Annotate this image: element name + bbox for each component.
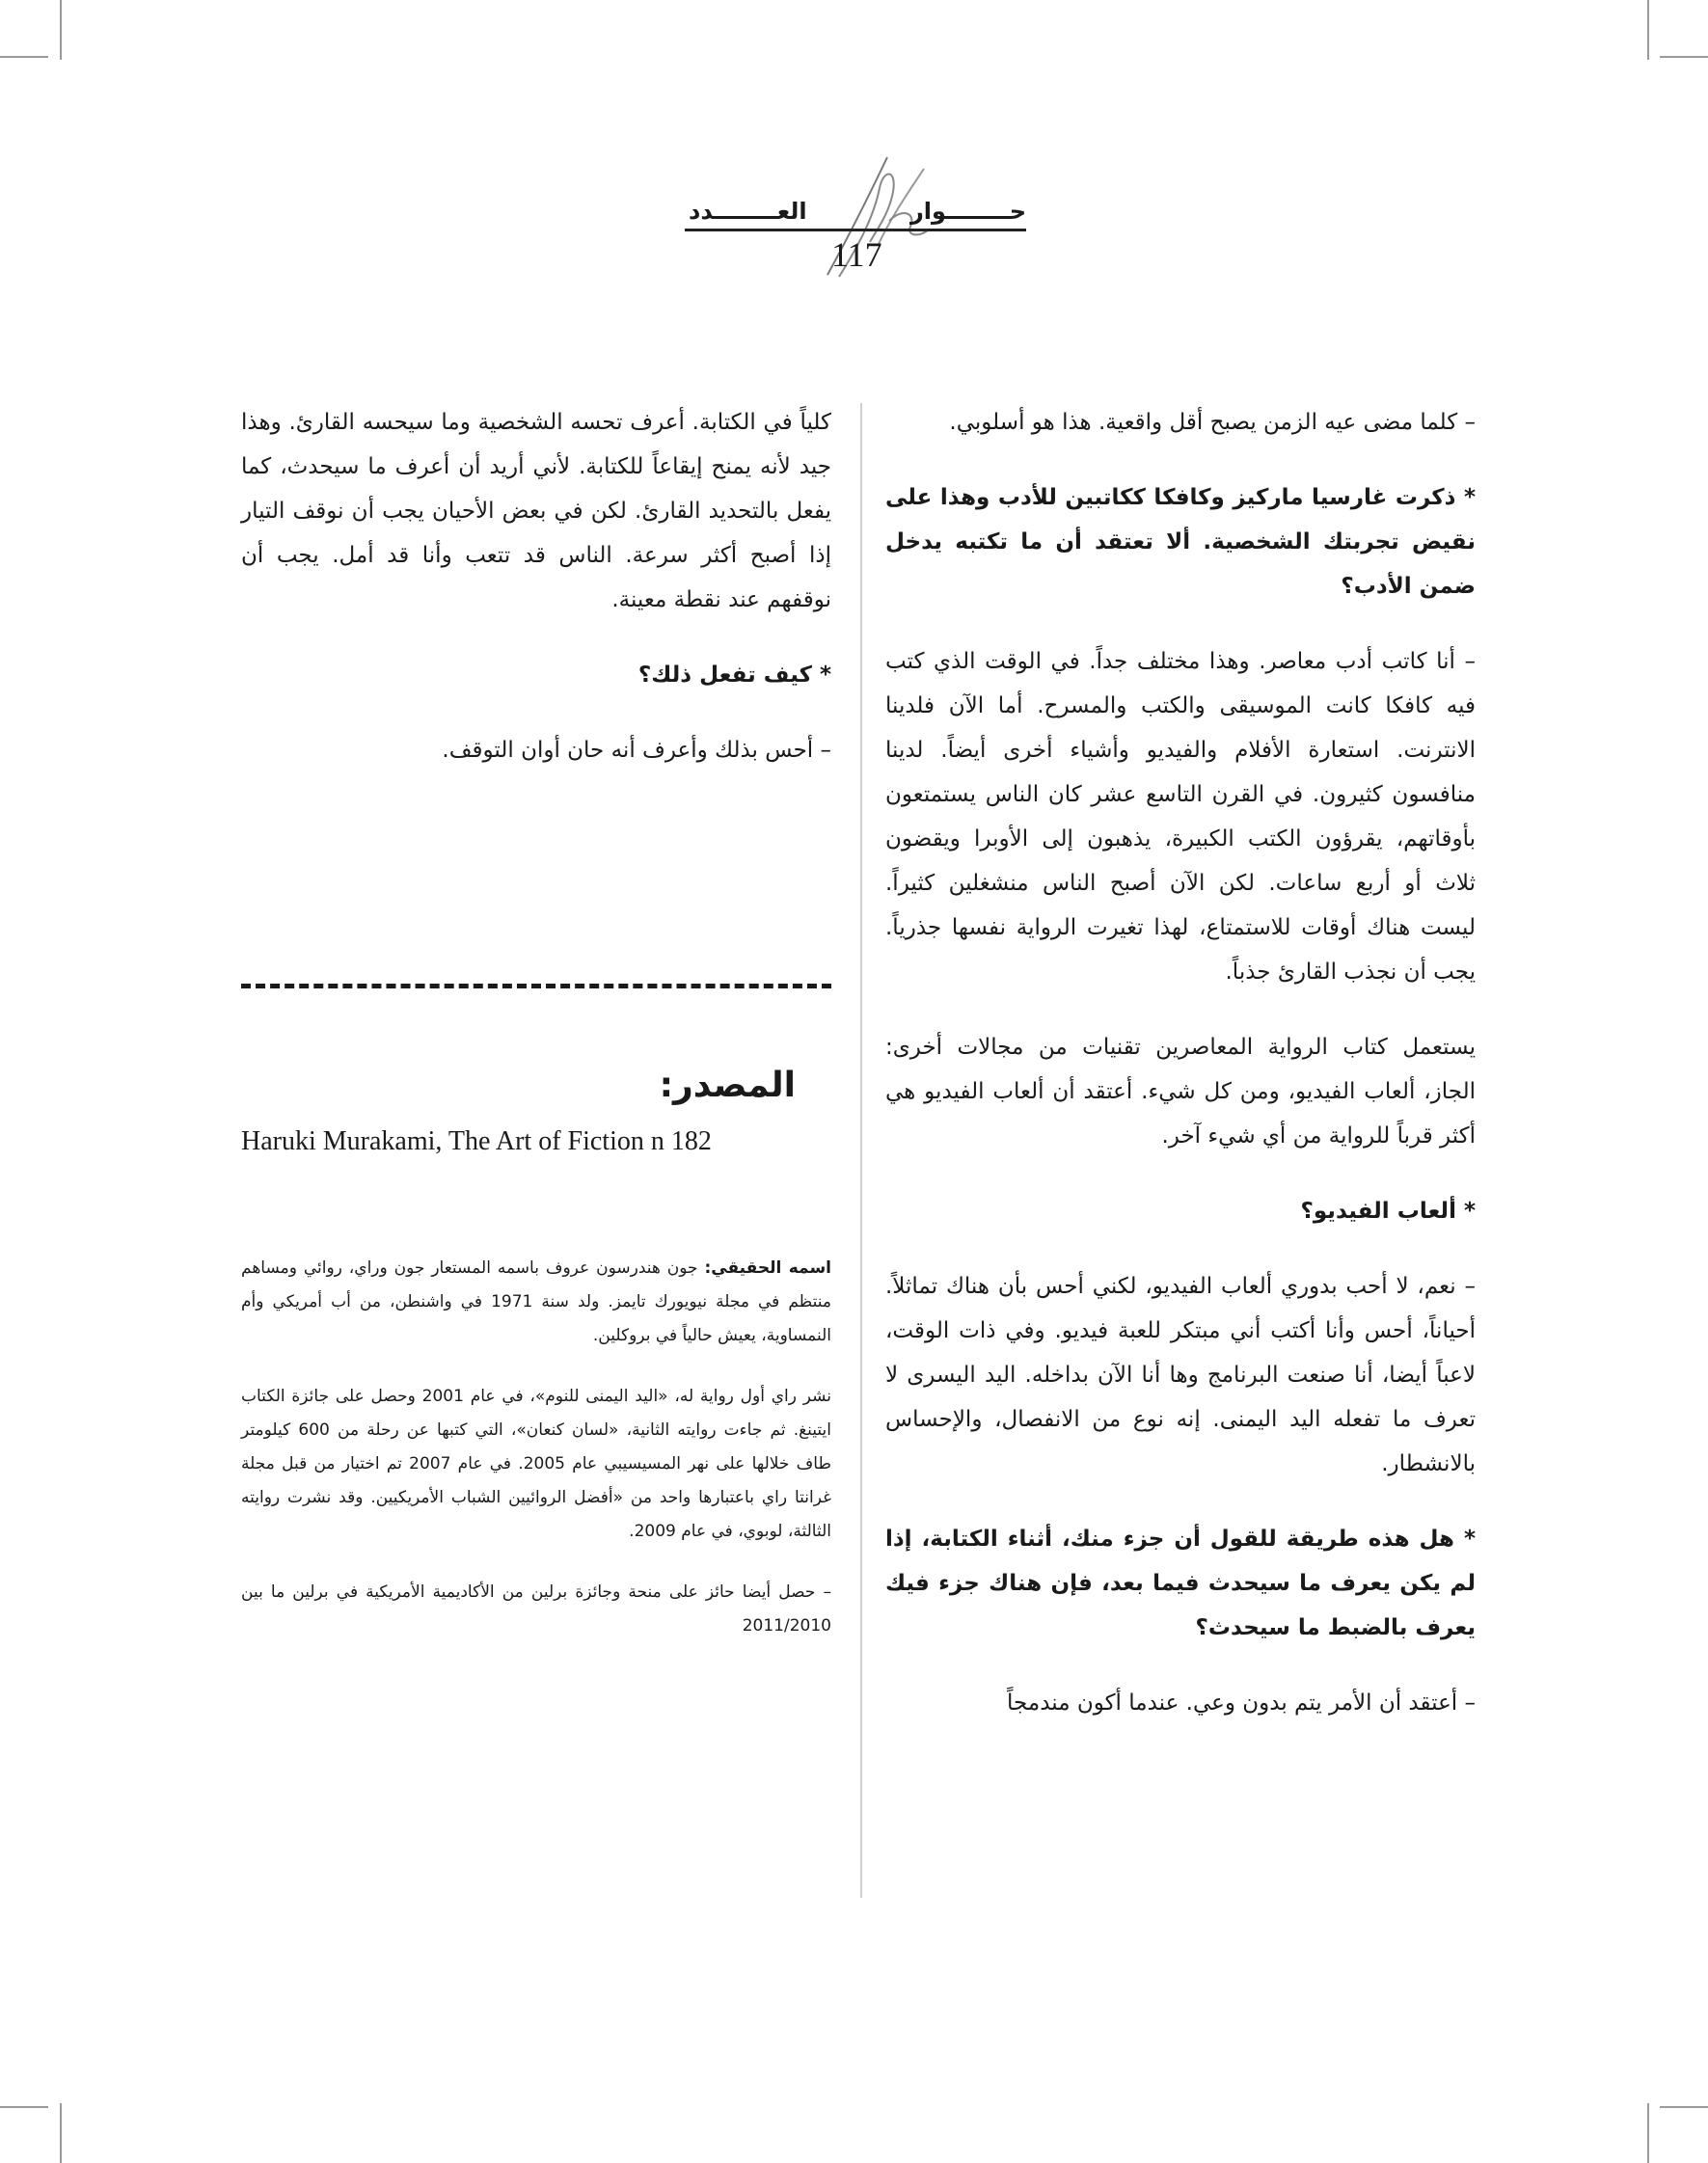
header-word-hiwar: حــــــــوار xyxy=(909,198,1026,225)
page-header xyxy=(675,149,1034,284)
paragraph: كلياً في الكتابة. أعرف تحسه الشخصية وما سيحسه القارئ. وهذا جيد لأنه يمنح إيقاعاً للكتابة. لأني أريد أن أعرف ما سيحدث، كما يفعل بالتحديد القارئ. لكن في بعض الأحيان يجب أن نوقف التيار إذا أصبح أكثر سرعة. الناس قد تتعب وأنا قد أمل. يجب أن نوقفهم عند نقطة معينة. xyxy=(241,410,831,612)
crop-mark-top-left xyxy=(60,0,62,60)
interview-question: * ألعاب الفيديو؟ xyxy=(1300,1199,1476,1224)
crop-mark-top-left-h xyxy=(0,56,48,58)
dashed-separator xyxy=(241,984,831,988)
author-notes xyxy=(241,1252,831,1670)
paragraph: – أعتقد أن الأمر يتم بدون وعي. عندما أكون مندمجاً xyxy=(1007,1690,1476,1716)
right-column xyxy=(885,400,1476,1756)
crop-mark-top-right-h xyxy=(1660,56,1708,58)
note-publications: نشر راي أول رواية له، «اليد اليمنى للنوم»، في عام 2001 وحصل على جائزة الكتاب ايتينغ. ثم جاءت روايته الثانية، «لسان كنعان»، التي كتبها عن رحلة من 600 كيلومتر طاف خلالها على نهر المسيسيبي عام 2005. في عام 2007 تم اختيار من قبل مجلة غرانتا راي باعتبارها واحد من «أفضل الروائيين الشباب الأمريكيين. وقد نشرت روايته الثالثة، لوبوي، في عام 2009. xyxy=(241,1387,832,1541)
note-award: – حصل أيضا حائز على منحة وجائزة برلين من الأكاديمية الأمريكية في برلين ما بين 2011/2010 xyxy=(241,1582,831,1636)
paragraph: – كلما مضى عيه الزمن يصبح أقل واقعية. هذا هو أسلوبي. xyxy=(949,410,1476,435)
crop-mark-bottom-right-h xyxy=(1660,2106,1708,2108)
note-bio xyxy=(241,1252,831,1353)
interview-question: * هل هذه طريقة للقول أن جزء منك، أثناء الكتابة، إذا لم يكن يعرف ما سيحدث فيما بعد، فإن هناك جزء فيك يعرف بالضبط ما سيحدث؟ xyxy=(885,1527,1476,1640)
page-number: 117 xyxy=(831,235,882,274)
paragraph: – نعم، لا أحب بدوري ألعاب الفيديو، لكني أحس بأن هناك تماثلاً. أحياناً، أحس وأنا أكتب أني مبتكر للعبة فيديو. وفي ذات الوقت، لاعباً أيضا، أنا صنعت البرنامج وها أنا الآن بداخله. اليد اليسرى لا تعرف ما تفعله اليد اليمنى. إنه نوع من الانفصال، والإحساس بالانشطار. xyxy=(885,1274,1476,1476)
paragraph: – أحس بذلك وأعرف أنه حان أوان التوقف. xyxy=(442,738,831,763)
crop-mark-bottom-right xyxy=(1647,2103,1649,2163)
left-column xyxy=(241,400,831,803)
column-divider xyxy=(860,403,862,1898)
note-bio-text: جون هندرسون عروف باسمه المستعار جون وراي، روائي ومساهم منتظم في مجلة نيويورك تايمز. ولد سنة 1971 في واشنطن، من أب أمريكي وأم النمساوية، يعيش حالياً في بروكلين. xyxy=(241,1258,831,1345)
interview-question: * كيف تفعل ذلك؟ xyxy=(637,662,831,688)
crop-mark-bottom-left xyxy=(60,2103,62,2163)
header-word-issue: العــــــــدد xyxy=(689,198,807,225)
crop-mark-top-right xyxy=(1647,0,1649,60)
source-heading: المصدر: xyxy=(659,1066,796,1105)
crop-mark-bottom-left-h xyxy=(0,2106,48,2108)
source-citation: Haruki Murakami, The Art of Fiction n 182 xyxy=(241,1126,712,1156)
paragraph: يستعمل كتاب الرواية المعاصرين تقنيات من مجالات أخرى: الجاز، ألعاب الفيديو، ومن كل شيء. أعتقد أن ألعاب الفيديو هي أكثر قرباً للرواية من أي شيء آخر. xyxy=(885,1035,1476,1149)
header-rule xyxy=(685,229,1026,231)
note-bio-label: اسمه الحقيقي: xyxy=(704,1258,831,1278)
paragraph: – أنا كاتب أدب معاصر. وهذا مختلف جداً. في الوقت الذي كتب فيه كافكا كانت الموسيقى والكتب والمسرح. أما الآن فلدينا الانترنت. استعارة الأفلام والفيديو وأشياء أخرى أيضاً. لدينا منافسون كثيرون. في القرن التاسع عشر كان الناس يستمتعون بأوقاتهم، يقرؤون الكتب الكبيرة، يذهبون إلى الأوبرا ويقضون ثلاث أو أربع ساعات. لكن الآن أصبح الناس منشغلين كثيراً. ليست هناك أوقات للاستمتاع، لهذا تغيرت الرواية نفسها جذرياً. يجب أن نجذب القارئ جذباً. xyxy=(885,649,1476,985)
interview-question: * ذكرت غارسيا ماركيز وكافكا ككاتبين للأدب وهذا على نقيض تجربتك الشخصية. ألا تعتقد أن ما تكتبه يدخل ضمن الأدب؟ xyxy=(885,485,1476,599)
